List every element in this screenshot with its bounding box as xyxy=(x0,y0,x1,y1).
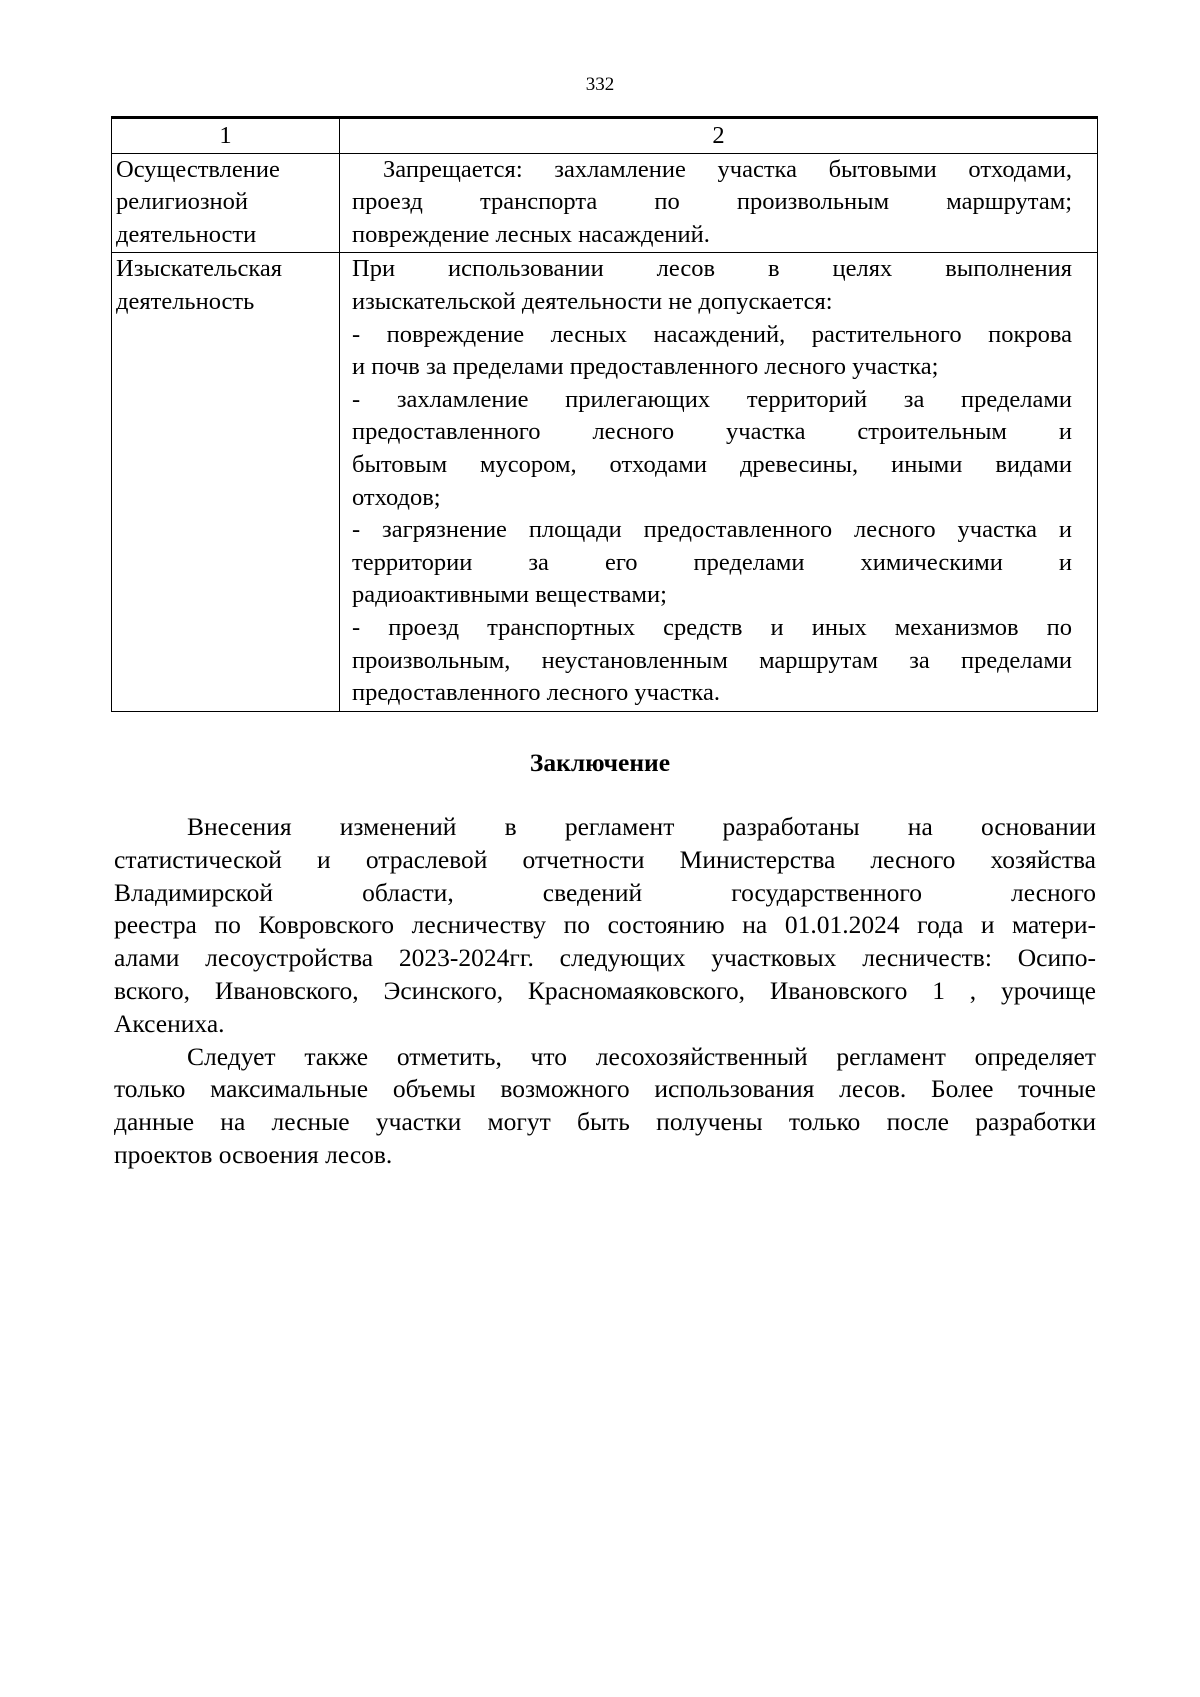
requirements-line: - захламление прилегающих территорий за пределами xyxy=(352,385,1072,413)
requirements-line: произвольным, неустановленным маршрутам за пределами xyxy=(352,646,1072,674)
paragraph-line: статистической и отраслевой отчетности Министерства лесного хозяйства xyxy=(114,844,1096,874)
requirements-line: - проезд транспортных средств и иных механизмов по xyxy=(352,613,1072,641)
requirements-line: повреждение лесных насаждений. xyxy=(352,220,710,248)
paragraph-line: алами лесоустройства 2023-2024гг. следующих участковых лесничеств: Осипо- xyxy=(114,943,1096,973)
requirements-line: предоставленного лесного участка строительным и xyxy=(352,418,1072,446)
conclusion-paragraph xyxy=(114,811,1096,1041)
requirements-line: бытовым мусором, отходами древесины, иными видами xyxy=(352,450,1072,478)
conclusion-heading: Заключение xyxy=(529,748,671,777)
requirements-line: - повреждение лесных насаждений, растительного покрова xyxy=(352,320,1072,348)
requirements-line: изыскательской деятельности не допускается: xyxy=(352,287,833,315)
requirements-line: территории за его пределами химическими и xyxy=(352,548,1072,576)
requirements-line: и почв за пределами предоставленного лесного участка; xyxy=(352,353,939,381)
activity-line: Изыскательская xyxy=(116,255,283,283)
paragraph-line: Аксениха. xyxy=(114,1008,225,1038)
paragraph-line: вского, Ивановского, Эсинского, Красномаяковского, Ивановского 1 , урочище xyxy=(114,975,1096,1005)
requirements-line: отходов; xyxy=(352,483,441,511)
table-header-col1: 1 xyxy=(112,118,340,154)
paragraph-line: Владимирской области, сведений государственного лесного xyxy=(114,877,1096,907)
requirements-line: Запрещается: захламление участка бытовыми отходами, xyxy=(383,155,1072,183)
requirements-line: - загрязнение площади предоставленного лесного участка и xyxy=(352,516,1072,544)
paragraph-line: Внесения изменений в регламент разработаны на основании xyxy=(187,812,1096,841)
activity-line: Осуществление xyxy=(116,155,280,183)
table-row xyxy=(112,253,1098,711)
table-header-col2: 2 xyxy=(340,118,1098,154)
requirements-cell xyxy=(340,153,1098,253)
requirements-line: проезд транспорта по произвольным маршрутам; xyxy=(352,188,1072,216)
requirements-line: предоставленного лесного участка. xyxy=(352,679,720,707)
requirements-line: радиоактивными веществами; xyxy=(352,581,667,609)
activity-line: деятельности xyxy=(116,220,257,248)
activity-cell xyxy=(112,153,340,253)
activity-line: религиозной xyxy=(116,188,249,216)
conclusion-paragraph xyxy=(114,1041,1096,1172)
activity-line: деятельность xyxy=(116,287,255,315)
table-row xyxy=(112,153,1098,253)
paragraph-line: данные на лесные участки могут быть получены только после разработки xyxy=(114,1107,1096,1137)
page-number: 332 xyxy=(585,74,615,95)
paragraph-line: проектов освоения лесов. xyxy=(114,1139,393,1169)
conclusion-body xyxy=(114,811,1096,1172)
table-header-row xyxy=(112,118,1098,154)
regulation-table xyxy=(111,116,1098,712)
activity-cell xyxy=(112,253,340,711)
paragraph-line: реестра по Ковровского лесничеству по состоянию на 01.01.2024 года и матери- xyxy=(114,910,1096,940)
paragraph-line: только максимальные объемы возможного использования лесов. Более точные xyxy=(114,1074,1096,1104)
requirements-line: При использовании лесов в целях выполнения xyxy=(352,255,1072,283)
requirements-cell xyxy=(340,253,1098,711)
paragraph-line: Следует также отметить, что лесохозяйственный регламент определяет xyxy=(187,1041,1096,1071)
